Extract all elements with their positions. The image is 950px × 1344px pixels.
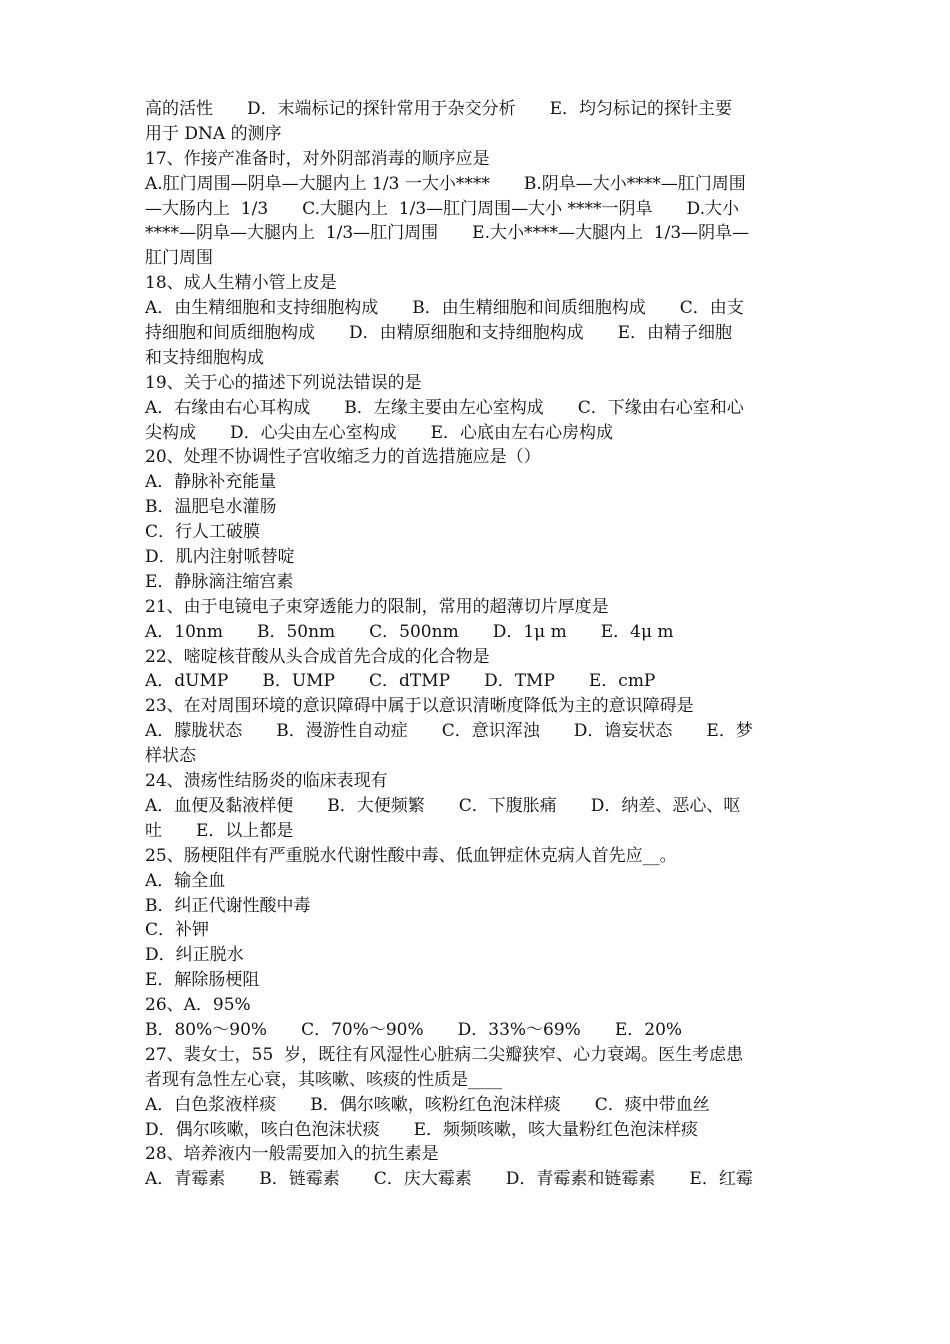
text-line: A．由生精细胞和支持细胞构成 B．由生精细胞和间质细胞构成 C．由支	[145, 298, 744, 319]
question-25-stem: 25、肠梗阻伴有严重脱水代谢性酸中毒、低血钾症休克病人首先应__。	[145, 845, 677, 866]
question-19-stem: 19、关于心的描述下列说法错误的是	[145, 372, 422, 393]
text-line: D．肌内注射哌替啶	[145, 547, 295, 568]
text-line: 吐 E．以上都是	[145, 820, 294, 841]
text-line: 肛门周围	[145, 248, 213, 269]
text-line: A．青霉素 B．链霉素 C．庆大霉素 D．青霉素和链霉素 E．红霉	[145, 1169, 753, 1190]
question-24-stem: 24、溃疡性结肠炎的临床表现有	[145, 771, 388, 792]
question-21-stem: 21、由于电镜电子束穿透能力的限制，常用的超薄切片厚度是	[145, 596, 609, 617]
text-line: E．静脉滴注缩宫素	[145, 571, 294, 592]
text-line: 者现有急性左心衰，其咳嗽、咳痰的性质是____	[145, 1069, 502, 1090]
text-line: 用于 DNA 的测序	[145, 123, 282, 144]
text-line: D．偶尔咳嗽，咳白色泡沫状痰 E．频频咳嗽，咳大量粉红色泡沫样痰	[145, 1119, 699, 1140]
text-line: B．温肥皂水灌肠	[145, 497, 277, 518]
text-line: 样状态	[145, 746, 196, 767]
text-line: A．白色浆液样痰 B．偶尔咳嗽，咳粉红色泡沫样痰 C．痰中带血丝	[145, 1094, 710, 1115]
text-line: A．右缘由右心耳构成 B．左缘主要由左心室构成 C．下缘由右心室和心	[145, 397, 744, 418]
text-line: A．朦胧状态 B．漫游性自动症 C．意识浑浊 D．谵妄状态 E．梦	[145, 721, 753, 742]
text-line: A．静脉补充能量	[145, 472, 277, 493]
text-line: C．补钾	[145, 920, 210, 941]
text-line: 尖构成 D．心尖由左心室构成 E．心底由左右心房构成	[145, 422, 614, 443]
text-line: A．10nm B．50nm C．500nm D．1μ m E．4μ m	[145, 621, 674, 642]
text-line: A.肛门周围—阴阜—大腿内上 1/3 一大小**** B.阴阜—大小****—肛门周围	[145, 173, 746, 194]
text-line: 和支持细胞构成	[145, 347, 264, 368]
question-28-stem: 28、培养液内一般需要加入的抗生素是	[145, 1144, 439, 1165]
text-line: A．dUMP B．UMP C．dTMP D．TMP E．cmP	[145, 671, 656, 692]
text-line: A．血便及黏液样便 B．大便频繁 C．下腹胀痛 D．纳差、恶心、呕	[145, 795, 741, 816]
text-line: 高的活性 D．末端标记的探针常用于杂交分析 E．均匀标记的探针主要	[145, 99, 733, 119]
question-20-stem: 20、处理不协调性子宫收缩乏力的首选措施应是（）	[145, 447, 541, 468]
question-27-stem: 27、裴女士，55 岁，既往有风湿性心脏病二尖瓣狭窄、心力衰竭。医生考虑患	[145, 1044, 744, 1065]
question-17-stem: 17、作接产准备时，对外阴部消毒的顺序应是	[145, 148, 490, 169]
question-26-stem: 26、A．95%	[145, 995, 251, 1016]
question-22-stem: 22、嘧啶核苷酸从头合成首先合成的化合物是	[145, 646, 490, 667]
question-23-stem: 23、在对周围环境的意识障碍中属于以意识清晰度降低为主的意识障碍是	[145, 696, 694, 717]
text-line: ****—阴阜—大腿内上 1/3—肛门周围 E.大小****—大腿内上 1/3—阴阜—	[145, 223, 750, 244]
text-line: A．输全血	[145, 870, 226, 891]
text-line: D．纠正脱水	[145, 945, 244, 966]
text-line: —大肠内上 1/3 C.大腿内上 1/3—肛门周围—大小 ****一阴阜 D.大小	[145, 198, 739, 219]
text-line: 持细胞和间质细胞构成 D．由精原细胞和支持细胞构成 E．由精子细胞	[145, 323, 733, 344]
question-18-stem: 18、成人生精小管上皮是	[145, 273, 337, 294]
text-line: C．行人工破膜	[145, 522, 261, 543]
text-line: E．解除肠梗阻	[145, 970, 260, 991]
text-line: B．纠正代谢性酸中毒	[145, 895, 311, 916]
text-line: B．80%～90% C．70%～90% D．33%～69% E．20%	[145, 1019, 683, 1040]
exam-question-text	[145, 97, 810, 1192]
